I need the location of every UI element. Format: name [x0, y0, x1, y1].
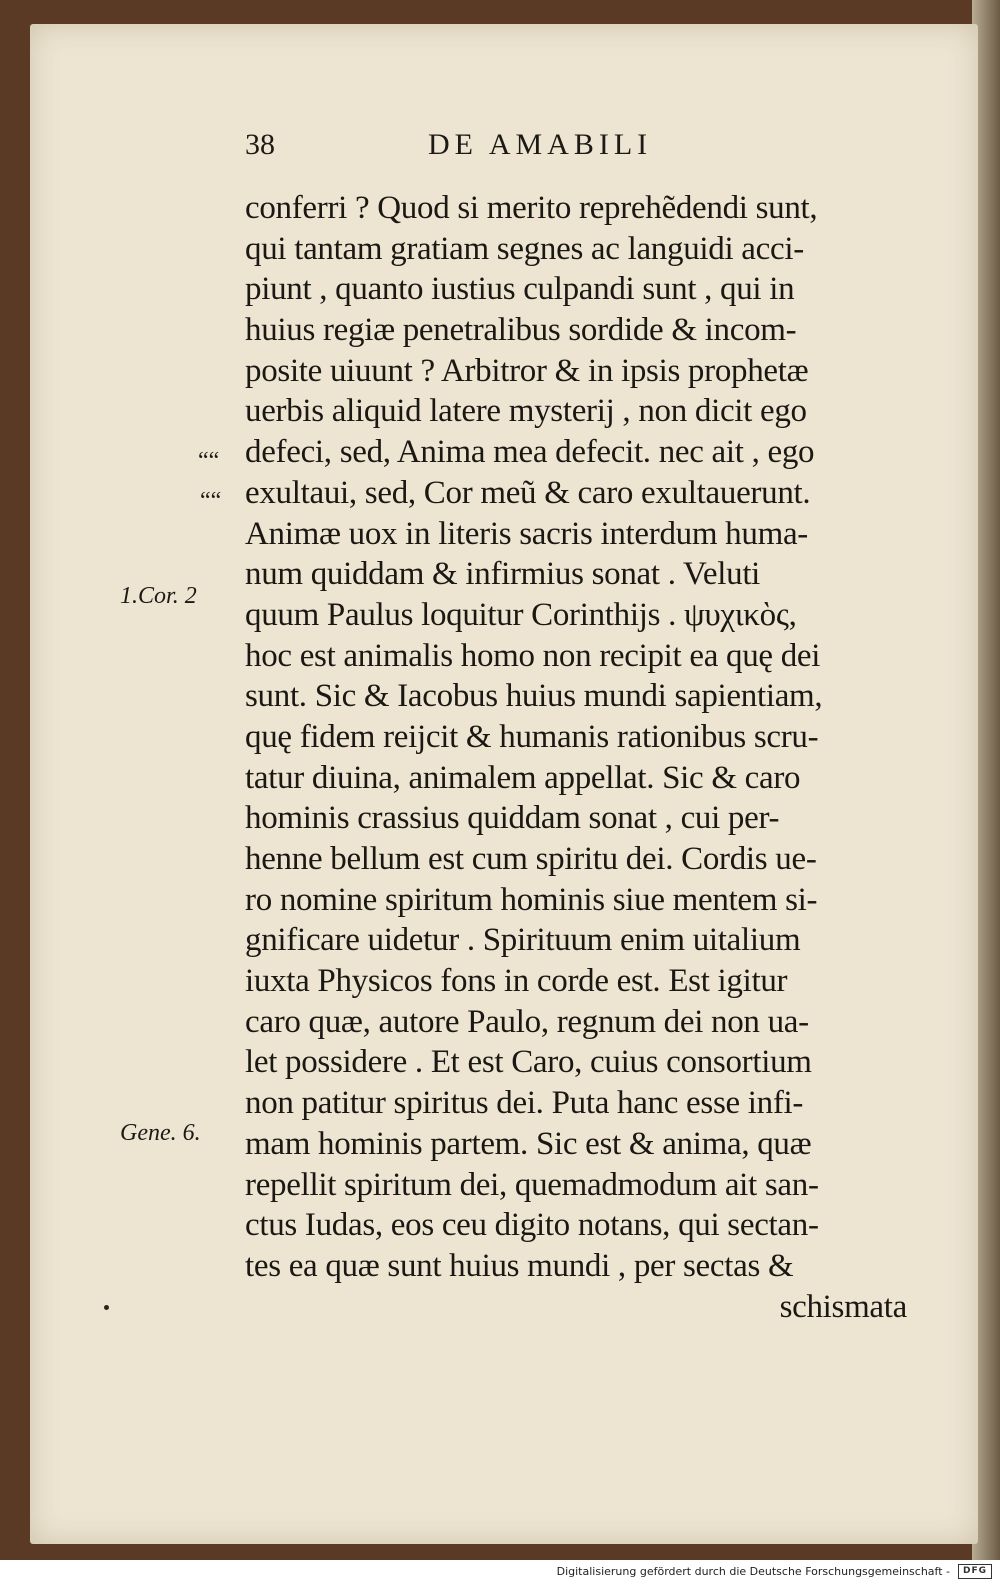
- margin-dot: [104, 1305, 109, 1310]
- text-line: non patitur spiritus dei. Puta hanc esse infi-: [245, 1085, 804, 1122]
- text-line: exultaui, sed, Cor meũ & caro exultauerunt.: [245, 474, 811, 511]
- text-line: quę fidem reijcit & humanis rationibus scru-: [245, 718, 819, 755]
- text-line: ctus Iudas, eos ceu digito notans, qui sectan-: [245, 1207, 819, 1244]
- running-head: [245, 128, 695, 168]
- text-line: defeci, sed, Anima mea defecit. nec ait , ego: [245, 434, 815, 471]
- footer-bar: [0, 1560, 1000, 1585]
- text-line: henne bellum est cum spiritu dei. Cordis ue-: [245, 841, 817, 877]
- text-line: ro nomine spiritum hominis siue mentem si-: [245, 881, 818, 918]
- text-line: let possidere . Et est Caro, cuius consortium: [245, 1044, 812, 1081]
- dfg-logo-icon: DFG: [958, 1564, 992, 1579]
- text-line: qui tantam gratiam segnes ac languidi acci-: [245, 230, 804, 267]
- text-line: posite uiuunt ? Arbitror & in ipsis prophetæ: [245, 352, 809, 389]
- text-line: huius regiæ penetralibus sordide & incom-: [245, 312, 797, 349]
- footer-credit: Digitalisierung gefördert durch die Deutsche Forschungsgemeinschaft -: [556, 1565, 950, 1578]
- text-line: repellit spiritum dei, quemadmodum ait san-: [245, 1166, 819, 1203]
- body-text: [245, 188, 907, 1327]
- margin-reference: 1.Cor. 2: [120, 583, 197, 609]
- text-line: schismata: [779, 1288, 907, 1325]
- text-line: hoc est animalis homo non recipit ea quę dei: [245, 637, 821, 674]
- text-line: tatur diuina, animalem appellat. Sic & caro: [245, 759, 801, 796]
- text-line: hominis crassius quiddam sonat , cui per-: [245, 800, 780, 837]
- margin-reference: Gene. 6.: [120, 1120, 201, 1146]
- text-line: iuxta Physicos fons in corde est. Est igitur: [245, 963, 788, 1000]
- text-line: mam hominis partem. Sic est & anima, quæ: [245, 1125, 812, 1162]
- text-line: conferri ? Quod si merito reprehẽdendi sunt,: [245, 190, 818, 226]
- text-line: tes ea quæ sunt huius mundi , per sectas &: [245, 1247, 794, 1284]
- page-number: 38: [245, 128, 275, 161]
- text-line: sunt. Sic & Iacobus huius mundi sapientiam,: [245, 678, 823, 715]
- text-line: caro quæ, autore Paulo, regnum dei non ua-: [245, 1003, 809, 1040]
- text-line: num quiddam & infirmius sonat . Veluti: [245, 556, 761, 593]
- margin-quote-mark: ““: [200, 488, 222, 514]
- running-head-title: DE AMABILI: [428, 128, 653, 161]
- text-line: piunt , quanto iustius culpandi sunt , qui in: [245, 271, 795, 308]
- text-line: uerbis aliquid latere mysterij , non dicit ego: [245, 393, 807, 430]
- margin-quote-mark: ““: [198, 448, 220, 474]
- text-line: Animæ uox in literis sacris interdum huma-: [245, 515, 808, 552]
- text-line: quum Paulus loquitur Corinthijs . ψυχικὸς,: [245, 596, 797, 633]
- text-line: gnificare uidetur . Spirituum enim uitalium: [245, 922, 801, 959]
